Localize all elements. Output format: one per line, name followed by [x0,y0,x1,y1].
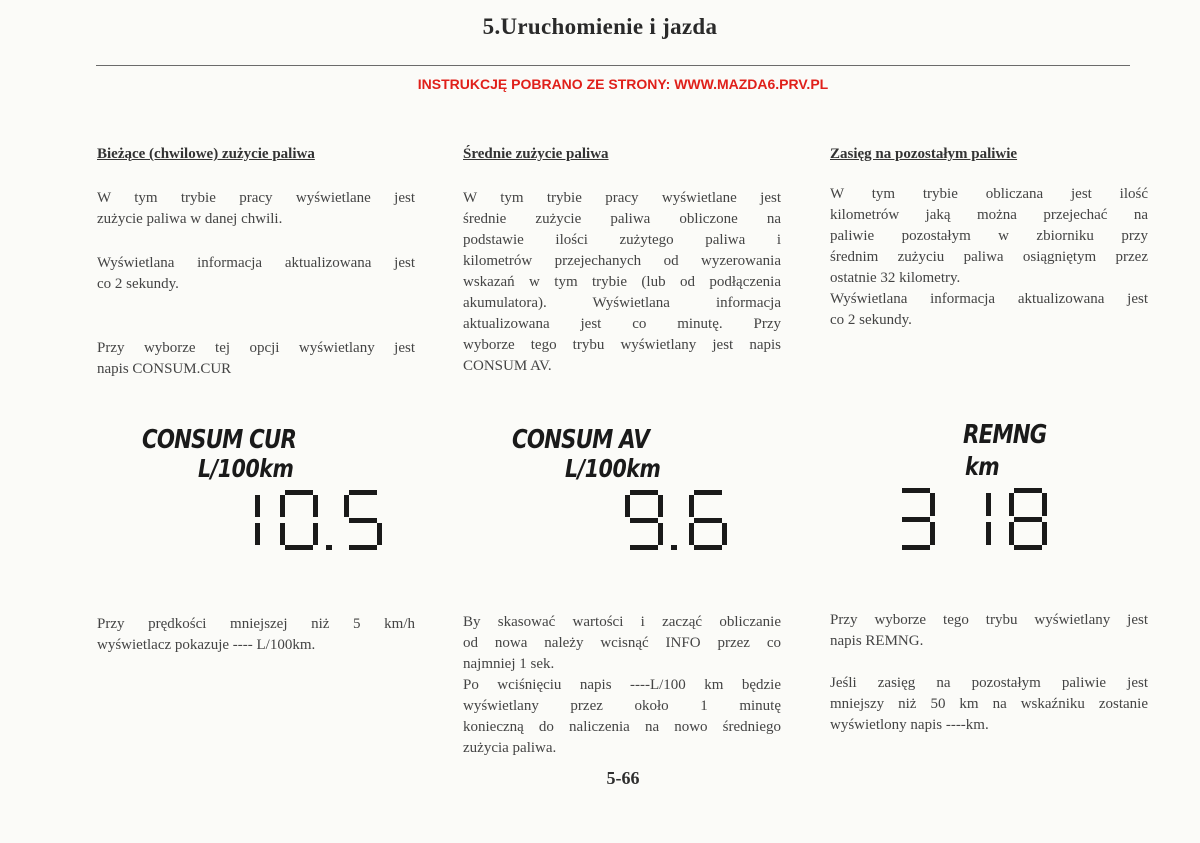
text-line: kilometrów jaką można przejechać na [830,207,1148,223]
text-line: zużycia paliwa. [463,740,557,756]
text-line: zużycie paliwa w danej chwili. [97,211,283,227]
heading-current-consumption: Bieżące (chwilowe) zużycie paliwa [97,146,315,162]
lcd-mode-label: CONSUM AV [512,425,650,455]
lcd-segment [349,490,377,495]
text-line: W tym trybie pracy wyświetlane jest [463,190,781,206]
text-line: napis REMNG. [830,633,924,649]
lcd-segment [344,495,349,517]
header-rule [96,65,1130,66]
text-line: Przy wyborze tego trybu wyświetlany jest [830,612,1148,628]
text-line: konieczną do naliczenia na nowo średniego [463,719,781,735]
lcd-value-display [893,486,1073,550]
lcd-segment [313,523,318,545]
text-line: Wyświetlana informacja aktualizowana jest [97,255,415,271]
lcd-segment [313,495,318,517]
text-line: Przy prędkości mniejszej niż 5 km/h [97,616,415,632]
lcd-segment [986,522,991,545]
lcd-unit-label: km [965,452,1000,481]
paragraph [97,253,415,295]
lcd-unit-label: L/100km [198,454,294,483]
text-line: wyborze tego trybu wyświetlany jest napis [463,337,781,353]
lcd-value-display [218,488,378,552]
lcd-segment [689,523,694,545]
text-line: wyświetlany przez około 1 minutę [463,698,781,714]
paragraph [97,188,415,230]
lcd-decimal-point [671,545,677,550]
text-line: W tym trybie obliczana jest ilość [830,186,1148,202]
paragraph [97,338,415,380]
lcd-segment [902,517,930,522]
lcd-segment [694,545,722,550]
lcd-segment [1014,545,1042,550]
text-line: Wyświetlana informacja aktualizowana jest [830,291,1148,307]
heading-remaining-range: Zasięg na pozostałym paliwie [830,146,1018,162]
paragraph [830,673,1148,736]
text-line: ostatnie 32 kilometry. [830,270,961,286]
text-line: wyświetlony napis ----km. [830,717,989,733]
page-number: 5-66 [606,768,640,788]
text-line: średnie zużycie paliwa obliczone na [463,211,781,227]
lcd-segment [255,495,260,517]
text-line: wskazań w tym trybie (lub od podłączenia [463,274,781,290]
text-line: CONSUM AV. [463,358,552,374]
lcd-segment [630,518,658,523]
lcd-segment [630,490,658,495]
text-line: podstawie ilości zużytego paliwa i [463,232,781,248]
paragraph [463,188,781,377]
lcd-segment [722,523,727,545]
paragraph [830,184,1148,331]
lcd-segment [285,545,313,550]
text-line: mniejszy niż 50 km na wskaźniku zostanie [830,696,1148,712]
paragraph [97,614,415,656]
text-line: By skasować wartości i zacząć obliczanie [463,614,781,630]
lcd-segment [349,545,377,550]
text-line: akumulatora). Wyświetlana informacja [463,295,781,311]
text-line: napis CONSUM.CUR [97,361,232,377]
page-title: 5.Uruchomienie i jazda [482,14,718,39]
lcd-segment [986,493,991,516]
text-line: kilometrów przejechanych od wyzerowania [463,253,781,269]
heading-average-consumption: Średnie zużycie paliwa [463,146,609,162]
text-line: W tym trybie pracy wyświetlane jest [97,190,415,206]
text-line: od nowa należy wcisnąć INFO przez co [463,635,781,651]
lcd-segment [658,523,663,545]
text-line: wyświetlacz pokazuje ---- L/100km. [97,637,316,653]
lcd-segment [1014,517,1042,522]
lcd-mode-label: REMNG [963,420,1047,450]
lcd-segment [694,518,722,523]
lcd-segment [930,493,935,516]
lcd-segment [625,495,630,517]
lcd-segment [630,545,658,550]
lcd-unit-label: L/100km [565,454,661,483]
lcd-decimal-point [326,545,332,550]
lcd-segment [902,545,930,550]
lcd-segment [694,490,722,495]
lcd-segment [1009,522,1014,545]
text-line: Jeśli zasięg na pozostałym paliwie jest [830,675,1148,691]
lcd-segment [902,488,930,493]
lcd-mode-label: CONSUM CUR [142,425,297,455]
text-line: Przy wyborze tej opcji wyświetlany jest [97,340,415,356]
text-line: najmniej 1 sek. [463,656,555,672]
text-line: Po wciśnięciu napis ----L/100 km będzie [463,677,781,693]
text-line: co 2 sekundy. [97,276,179,292]
text-line: co 2 sekundy. [830,312,912,328]
lcd-segment [658,495,663,517]
paragraph [463,612,781,759]
lcd-segment [930,522,935,545]
lcd-segment [255,523,260,545]
text-line: paliwie pozostałym w zbiorniku przy [830,228,1148,244]
lcd-segment [1014,488,1042,493]
text-line: średnim zużyciu paliwa osiągniętym przez [830,249,1148,265]
lcd-segment [689,495,694,517]
lcd-segment [1042,522,1047,545]
lcd-value-display [621,488,751,552]
lcd-segment [285,490,313,495]
lcd-segment [1009,493,1014,516]
text-line: aktualizowana jest co minutę. Przy [463,316,781,332]
source-banner: INSTRUKCJĘ POBRANO ZE STRONY: WWW.MAZDA6.PRV.PL [417,76,829,92]
lcd-segment [280,523,285,545]
lcd-segment [1042,493,1047,516]
lcd-segment [377,523,382,545]
lcd-segment [280,495,285,517]
lcd-segment [349,518,377,523]
paragraph [830,610,1148,652]
